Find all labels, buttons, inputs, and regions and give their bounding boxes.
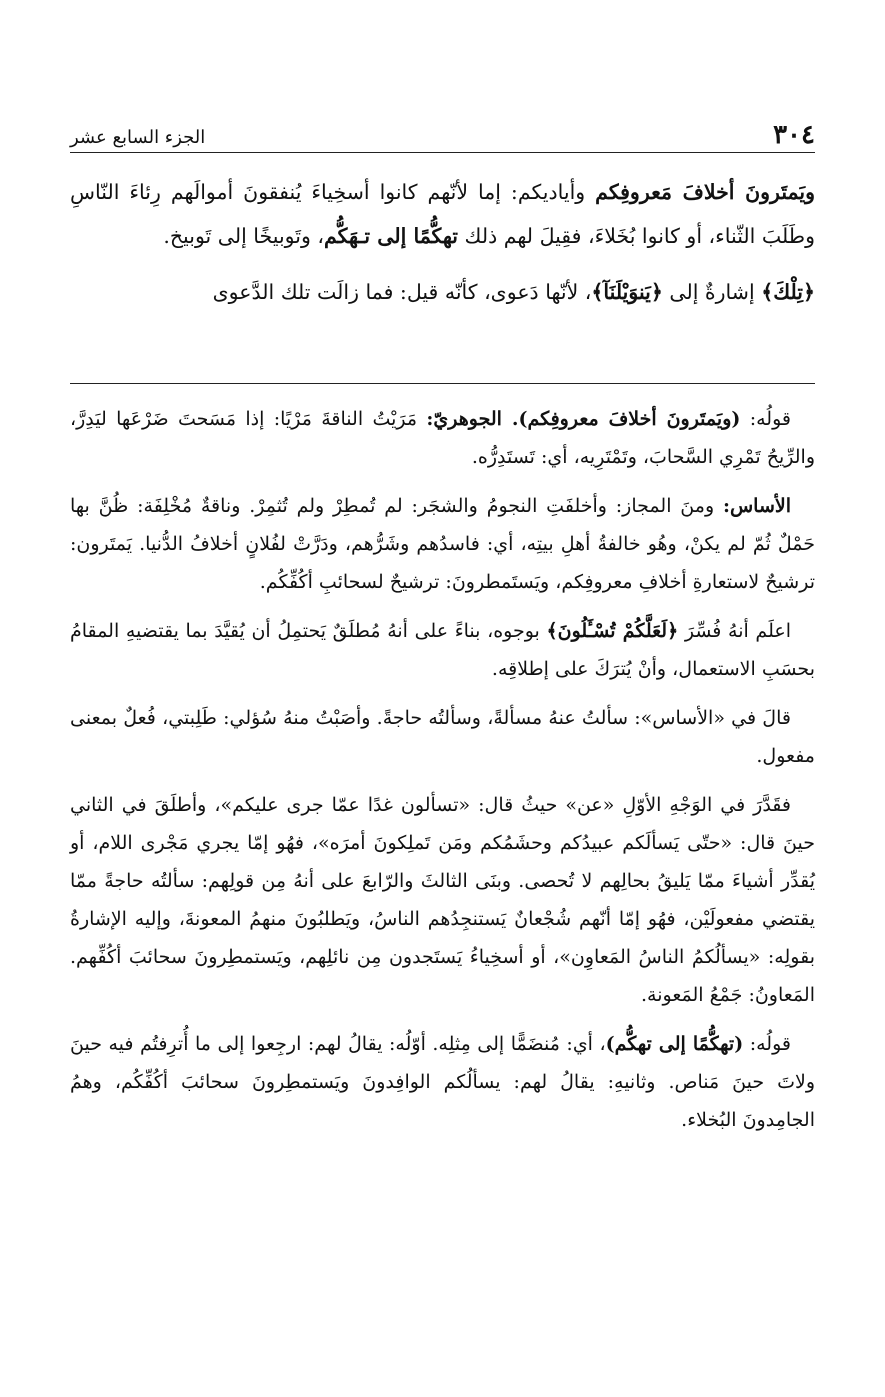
running-title: الجزء السابع عشر — [70, 127, 206, 148]
main-text-segment: إشارةٌ إلى — [662, 280, 762, 304]
footnote-segment: بوجوه، بناءً على أنهُ مُطلَقٌ يَحتمِلُ أن يُقيَّدَ بما يقتضيهِ المقامُ بحسَبِ الاستعمال، وأنْ يُترَكَ على إطلاقِه. — [70, 620, 815, 680]
main-paragraph — [70, 270, 815, 314]
footnote-paragraph: قالَ في «الأساس»: سألتُ عنهُ مسألةً، وسألتُه حاجةً. وأصَبْتُ منهُ سُؤلي: طَلِبتي، فُعلٌ بمعنى مفعول. — [70, 707, 815, 767]
footnote-lemma: (ويَمتَرونَ أخلافَ معروفِكم). الجوهريّ: — [426, 408, 741, 430]
footnote-paragraph — [70, 400, 815, 476]
book-page — [70, 0, 815, 1397]
footnote-divider — [70, 383, 815, 384]
footnote-segment: ومنَ المجاز: وأخلفَتِ النجومُ والشجَر: لم تُمطِرْ ولم تُثمِرْ. وناقةٌ مُخْلِفَة: ظُنَّ بها حَمْلٌ ثُمّ لم يكنْ، وهُو خالفةُ أهلِ بيتِه، أي: فاسدُهم وشَرُّهم، ودَرَّتْ لفُلانٍ أخلافُ الدُّنيا. يَمتَرون: ترشيحٌ لاستعارةِ أخلافِ معروفِكم، ويَستَمطرونَ: ترشيحٌ لسحائبِ أكُفِّكُم. — [70, 495, 815, 593]
page-number: ٣٠٤ — [773, 120, 815, 150]
footnote-lemma: (تهكُّمًا إلى تهكُّم) — [605, 1033, 744, 1055]
emphasized-phrase: تهكُّمًا إلى تـهَكُّم — [324, 224, 459, 248]
footnote-segment: مَرَيْتُ الناقةَ مَرْيًا: إذا مَسَحتَ ضَرْعَها ليَدِرَّ، والرِّيحُ تَمْرِي السَّحابَ، وتَمْتَرِيه، أي: تَستَدِرُّه. — [70, 408, 815, 468]
main-paragraph — [70, 170, 815, 258]
footnote-paragraph — [70, 612, 815, 688]
footnotes-section — [70, 400, 815, 1150]
main-text-segment: ، وتَوبيخًا إلى تَوبيخ. — [163, 224, 325, 248]
quran-quote: ﴿تِلْكَ﴾ — [761, 280, 815, 304]
footnote-segment: قولُه: — [740, 408, 791, 430]
footnote-segment: ، أي: مُنضَمًّا إلى مِثلِه. أوّلُه: يقالُ لهم: ارجِعوا إلى ما أُترِفتُم فيه حينَ ولاتَ حينَ مَناص. وثانيهِ: يقالُ لهم: يسألُكم الوافِدونَ ويَستمطِرونَ سحائبَ أكُفِّكُم، وهمُ الجامِدونَ البُخلاء. — [70, 1033, 815, 1131]
footnote-paragraph — [70, 487, 815, 601]
main-commentary-text — [70, 170, 815, 326]
footnote-segment: قولُه: — [743, 1033, 791, 1055]
main-text-segment: وأياديكم: إما لأنّهم كانوا أسخِياءَ يُنفقونَ أموالَهم رِئاءَ النّاسِ وطَلَبَ الثّناء، أو كانوا بُخَلاءَ، فقِيلَ لهم ذلك — [70, 180, 815, 248]
main-text-segment: ، لأنّها دَعوى، كأنّه قيل: فما زالَت تلك الدَّعوى — [212, 280, 592, 304]
footnote-segment: اعلَم أنهُ فُسِّرَ — [678, 620, 791, 642]
quoted-phrase: ويَمتَرونَ أخلافَ مَعروفِكم — [595, 180, 815, 204]
footnote-source: الأساس: — [722, 495, 791, 517]
footnote-paragraph: فقَدَّرَ في الوَجْهِ الأوّلِ «عن» حيثُ قال: «تسألون غدًا عمّا جرى عليكم»، وأطلَقَ في الثاني حينَ قال: «حتّى يَسألَكم عبيدُكم وحشَمُكم ومَن تَملِكونَ أمرَه»، فهُو إمّا يجري مَجْرى اللام، أو يُقدِّر أشياءَ ممّا يَليقُ بحالِهم لا تُحصى. وبنَى الثالثَ والرّابعَ على أنهُ مِن قولِهم: سألتُه حاجةً ممّا يقتضي مفعولَيْن، فهُو إمّا أنّهم شُجْعانٌ يَستنجِدُهم الناسُ، ويَطلبُونَ منهمُ المعونةَ، وإليه الإشارةُ بقولِه: «يسألُكمُ الناسُ المَعاوِن»، أو أسخِياءُ يَستَجدون مِن نائلِهم، ويَستمطِرونَ سحائبَ أكُفِّهم. المَعاونُ: جَمْعُ المَعونة. — [70, 794, 815, 1006]
quran-quote: ﴿لَعَلَّكُمْ تُسْـَٔلُونَ﴾ — [546, 620, 679, 642]
quran-quote: ﴿يَنوَيْلَنَآ﴾ — [591, 280, 663, 304]
footnote-paragraph — [70, 1025, 815, 1139]
page-header — [70, 112, 815, 153]
